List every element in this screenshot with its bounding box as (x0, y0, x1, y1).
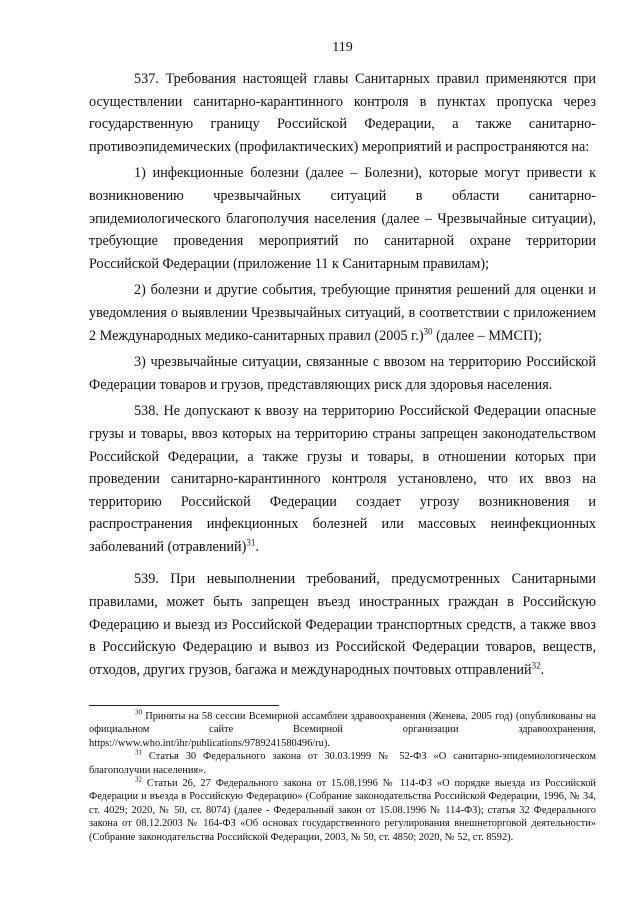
paragraph-539 (89, 568, 596, 681)
footnote-ref-30[interactable]: 30 (423, 325, 433, 336)
footnote-mark-30: 30 (135, 708, 142, 717)
list-item-3: 3) чрезвычайные ситуации, связанные с ввозом на территорию Российской Федерации товаров и грузов, представляющих риск для здоровья населения. (89, 354, 596, 393)
footnote-30 (89, 710, 596, 750)
paragraph-539-text: 539. При невыполнении требований, предусмотренных Санитарными правилами, может быть запрещен въезд иностранных граждан в Российскую Федерацию и выезд из Российской Федерации транспортных средств, а также ввоз в Российскую Федерацию и вывоз из Российской Федерации товаров, веществ, отходов, других грузов, багажа и международных почтовых отправлений (89, 571, 596, 678)
list-item-1: 1) инфекционные болезни (далее – Болезни), которые могут привести к возникновению чрезвычайных ситуаций в области санитарно-эпидемиологического благополучия населения (далее – Чрезвычайные ситуации), требующие проведения мероприятий по санитарной охране территории Российской Федерации (приложение 11 к Санитарным правилам); (89, 165, 596, 272)
footnote-mark-31: 31 (135, 748, 142, 757)
list-item-2 (89, 279, 596, 347)
footnote-separator (89, 705, 279, 706)
paragraph-538-tail: . (255, 538, 259, 555)
footnote-ref-31[interactable]: 31 (246, 537, 256, 548)
paragraph-539-tail: . (540, 661, 545, 678)
footnote-30-text: Приняты на 58 сессии Всемирной ассамблеи здравоохранения (Женева, 2005 год) (опубликованы на официальном сайте Всемирной организации здравоохранения, https://www.who.int/ihr/publications/9789241580496/ru). (89, 711, 596, 749)
footnote-mark-32: 32 (135, 775, 142, 784)
paragraph-538-text: 538. Не допускают к ввозу на территорию Российской Федерации опасные грузы и товары, ввоз которых на территорию страны запрещен законодательством Российской Федерации, а также грузы и товары, в отношении которых при проведении санитарно-карантинного контроля установлено, что их ввоз на территорию Российской Федерации создает угрозу возникновения и распространения инфекционных болезней или массовых неинфекционных заболеваний (отравлений) (89, 403, 596, 555)
footnote-ref-32[interactable]: 32 (531, 660, 541, 671)
paragraph-537: 537. Требования настоящей главы Санитарных правил применяются при осуществлении санитарно-карантинного контроля в пунктах пропуска через государственную границу Российской Федерации, а также санитарно-противоэпидемических (профилактических) мероприятий и распространяются на: (89, 71, 596, 155)
list-item-2-tail: (далее – ММСП); (432, 327, 542, 344)
list-item-2-text: 2) болезни и другие события, требующие принятия решений для оценки и уведомления о выявлении Чрезвычайных ситуаций, в соответствии с приложением 2 Международных медико-санитарных правил (2005 г.) (89, 282, 596, 344)
footnotes (89, 710, 596, 844)
paragraph-538 (89, 400, 596, 558)
footnote-32-text: Статьи 26, 27 Федерального закона от 15.08.1996 № 114-ФЗ «О порядке выезда из Российской Федерации и въезда в Российскую Федерацию» (Собрание законодательства Российской Федерации, 1996, № 34, ст. 4029; 2020, № 50, ст. 8074) (далее - Федеральный закон от 15.08.1996 № 114-ФЗ); статья 32 Федерального закона от 08.12.2003 № 164-ФЗ «Об основах государственного регулирования внешнеторговой деятельности» (Собрание законодательства Российской Федерации, 2003, № 50, ст. 4850; 2020, № 52, ст. 8592). (89, 778, 596, 843)
footnote-32 (89, 777, 596, 844)
footnote-31-text: Статья 30 Федерального закона от 30.03.1999 № 52-ФЗ «О санитарно-эпидемиологическом благополучии населения». (89, 751, 596, 776)
body-text (89, 68, 596, 681)
footnote-31 (89, 750, 596, 777)
page-number: 119 (332, 40, 353, 55)
